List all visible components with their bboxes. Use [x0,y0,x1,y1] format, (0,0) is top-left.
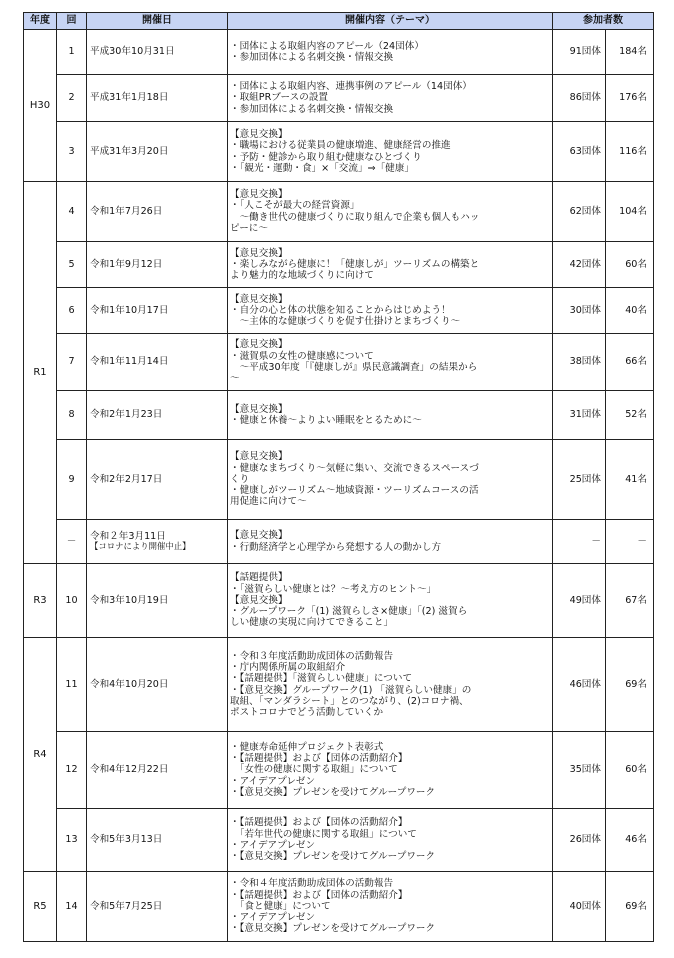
session-date-text: 令和4年12月22日 [90,764,169,776]
session-date [87,75,228,122]
content-line: ・団体による取組内容のアピール（24団体） [230,40,424,52]
content-line: 【意見交換】 [230,403,288,415]
people-count: 116名 [606,122,654,182]
header-date: 開催日 [87,13,228,30]
fiscal-year-cell: R5 [24,872,57,942]
session-date [87,288,228,334]
session-number: 13 [57,809,87,872]
content-line: 取組、「マンダラシート」とのつながり、(2)コロナ禍、 [230,695,469,707]
session-date [87,391,228,440]
content-line: ・アイデアプレゼン [230,912,316,924]
group-count: 40団体 [553,872,606,942]
people-count: 176名 [606,75,654,122]
group-count: 46団体 [553,638,606,732]
table-row [24,520,654,564]
people-count: 60名 [606,732,654,809]
group-count: 31団体 [553,391,606,440]
content-line: 【意見交換】 [230,594,288,606]
session-date [87,30,228,75]
content-line: ・健康しがツーリズム～地域資源・ツーリズムコースの活 [230,485,479,497]
group-count: 86団体 [553,75,606,122]
session-number: 10 [57,564,87,638]
session-content [228,334,553,391]
group-count: 25団体 [553,440,606,520]
content-line: ・滋賀県の女性の健康感について [230,350,374,362]
group-count: 49団体 [553,564,606,638]
content-line: ・令和３年度活動助成団体の活動報告 [230,650,394,662]
content-line: ・グループワーク「(1) 滋賀らしさ×健康」「(2) 滋賀ら [230,606,468,618]
session-date [87,182,228,242]
session-date-text: 平成31年1月18日 [90,92,169,104]
content-line: 【意見交換】 [230,339,288,351]
fiscal-year-cell: H30 [24,30,57,182]
content-line: ・庁内関係所属の取組紹介 [230,661,346,673]
people-count: 67名 [606,564,654,638]
session-date-text: 令和5年7月25日 [90,900,163,912]
content-line: ・健康なまちづくり～気軽に集い、交流できるスペースづ [230,462,479,474]
session-date [87,122,228,182]
content-line: より魅力的な地域づくりに向けて [230,270,374,282]
session-date [87,440,228,520]
content-line: ピーに～ [230,222,268,234]
session-content [228,182,553,242]
table-row [24,564,654,638]
session-date-text: 平成30年10月31日 [90,46,175,58]
session-date [87,872,228,942]
session-content [228,288,553,334]
fiscal-year-cell: R3 [24,564,57,638]
session-number: 5 [57,242,87,288]
content-line: ・令和４年度活動助成団体の活動報告 [230,878,394,890]
people-count: 41名 [606,440,654,520]
session-content [228,391,553,440]
table-row [24,75,654,122]
session-date-text: 令和3年10月19日 [90,594,169,606]
table-row [24,182,654,242]
group-count: 62団体 [553,182,606,242]
session-date [87,732,228,809]
content-line: ・取組PRブースの設置 [230,92,329,104]
group-count: 26団体 [553,809,606,872]
content-line: ・【意見交換】プレゼンを受けてグループワーク [230,923,436,935]
header-year: 年度 [24,13,57,30]
table-row [24,872,654,942]
group-count: 91団体 [553,30,606,75]
table-row [24,391,654,440]
content-line: 「女性の健康に関する取組」について [230,764,398,776]
content-line: ・参加団体による名刺交換・情報交換 [230,52,394,63]
session-number: 11 [57,638,87,732]
session-number: 12 [57,732,87,809]
people-count: 40名 [606,288,654,334]
content-line: ～平成30年度「『健康しが』県民意識調査」の結果から [230,362,478,373]
session-number: 9 [57,440,87,520]
content-line: ・【話題提供】および【団体の活動紹介】 [230,889,408,901]
session-content [228,809,553,872]
session-content [228,440,553,520]
content-line: ・アイデアプレゼン [230,840,316,851]
session-date [87,334,228,391]
people-count: － [606,520,654,564]
content-line: 用促進に向けて～ [230,496,307,508]
session-number: 2 [57,75,87,122]
content-line: 「食と健康」について [230,900,331,912]
fiscal-year-cell: R1 [24,182,57,564]
table-row [24,242,654,288]
header-attendees: 参加者数 [553,13,654,30]
table-row [24,638,654,732]
fiscal-year-cell: R4 [24,638,57,872]
header-row [24,13,654,30]
session-date-text: 平成31年3月20日 [90,145,169,157]
content-line: ・自分の心と体の状態を知ることからはじめよう！ [230,304,451,316]
content-line: ・「滋賀らしい健康とは？～考え方のヒント～」 [230,583,437,595]
session-content [228,732,553,809]
session-date-text: 令和2年1月23日 [90,409,163,421]
content-line: ～働き世代の健康づくりに取り組んで企業も個人もハッ [230,211,480,223]
content-line: くり [230,473,250,485]
session-date-text: 令和4年10月20日 [90,678,169,690]
table-row [24,334,654,391]
content-line: ・【話題提供】「滋賀らしい健康」について [230,673,413,685]
content-line: 【意見交換】 [230,247,288,259]
content-line: ・楽しみながら健康に！「健康しが」ツーリズムの構築と [230,258,480,270]
group-count: － [553,520,606,564]
content-line: ポストコロナでどう活動していくか [230,707,384,719]
content-line: 【話題提供】 [230,572,288,584]
group-count: 63団体 [553,122,606,182]
session-date [87,564,228,638]
session-number: 6 [57,288,87,334]
content-line: 【意見交換】 [230,451,288,463]
content-line: ・「人こそが最大の経営資源」 [230,200,360,212]
people-count: 184名 [606,30,654,75]
people-count: 69名 [606,638,654,732]
content-line: ・【話題提供】および【団体の活動紹介】 [230,753,408,765]
content-line: しい健康の実現に向けてできること」 [230,617,394,629]
content-line: ・「観光・運動・食」×「交流」⇒「健康」 [230,162,414,174]
table-row [24,440,654,520]
content-line: ・予防・健診から取り組む健康なひとづくり [230,151,422,163]
session-number: 4 [57,182,87,242]
session-number: 1 [57,30,87,75]
session-date-text: 令和2年2月17日 [90,473,163,485]
session-date-text: 令和1年7月26日 [90,205,163,217]
content-line: ・アイデアプレゼン [230,775,316,787]
group-count: 42団体 [553,242,606,288]
session-date-text: 令和1年10月17日 [90,304,169,316]
content-line: ～主体的な健康づくりを促す仕掛けとまちづくり～ [230,316,461,328]
group-count: 38団体 [553,334,606,391]
content-line: ・健康と休養～よりよい睡眠をとるために～ [230,415,422,426]
content-line: 【意見交換】 [230,128,288,140]
table-row [24,30,654,75]
session-date [87,638,228,732]
people-count: 104名 [606,182,654,242]
session-content [228,30,553,75]
session-number: 14 [57,872,87,942]
session-content [228,872,553,942]
content-line: ・【意見交換】プレゼンを受けてグループワーク [230,851,436,863]
events-table [23,12,654,942]
table-row [24,732,654,809]
session-date-text: 令和5年3月13日 [90,834,163,846]
header-content: 開催内容（テーマ） [228,13,553,30]
people-count: 66名 [606,334,654,391]
table-body [24,30,654,942]
content-line: 「若年世代の健康に関する取組」について [230,828,417,840]
session-date [87,809,228,872]
session-date [87,520,228,564]
people-count: 46名 [606,809,654,872]
session-number: 8 [57,391,87,440]
session-content [228,638,553,732]
session-date-text: 令和1年9月12日 [90,258,163,270]
people-count: 52名 [606,391,654,440]
people-count: 69名 [606,872,654,942]
group-count: 35団体 [553,732,606,809]
session-content [228,520,553,564]
session-date [87,242,228,288]
content-line: ・参加団体による名刺交換・情報交換 [230,103,394,115]
cancel-note: 【コロナにより開催中止】 [90,541,191,552]
content-line: 【意見交換】 [230,530,288,542]
session-content [228,122,553,182]
content-line: ・【話題提供】および【団体の活動紹介】 [230,817,408,829]
content-line: 【意見交換】 [230,188,288,200]
header-num: 回 [57,13,87,30]
content-line: ・【意見交換】グループワーク(1) 「滋賀らしい健康」の [230,684,472,696]
session-content [228,242,553,288]
session-date-text: 令和２年3月11日 [90,530,166,542]
content-line: ・健康寿命延伸プロジェクト表彰式 [230,741,384,753]
content-line: ・【意見交換】プレゼンを受けてグループワーク [230,786,436,798]
session-date-text: 令和1年11月14日 [90,356,169,368]
session-number: 3 [57,122,87,182]
table-row [24,288,654,334]
group-count: 30団体 [553,288,606,334]
content-line: ・職場における従業員の健康増進、健康経営の推進 [230,140,451,152]
session-content [228,564,553,638]
content-line: 【意見交換】 [230,293,288,305]
session-number: 7 [57,334,87,391]
table-row [24,809,654,872]
people-count: 60名 [606,242,654,288]
content-line: ～ [230,373,240,385]
table-row [24,122,654,182]
session-number: － [57,520,87,564]
content-line: ・行動経済学と心理学から発想する人の動かし方 [230,541,442,553]
content-line: ・団体による取組内容、連携事例のアピール（14団体） [230,81,472,93]
session-content [228,75,553,122]
